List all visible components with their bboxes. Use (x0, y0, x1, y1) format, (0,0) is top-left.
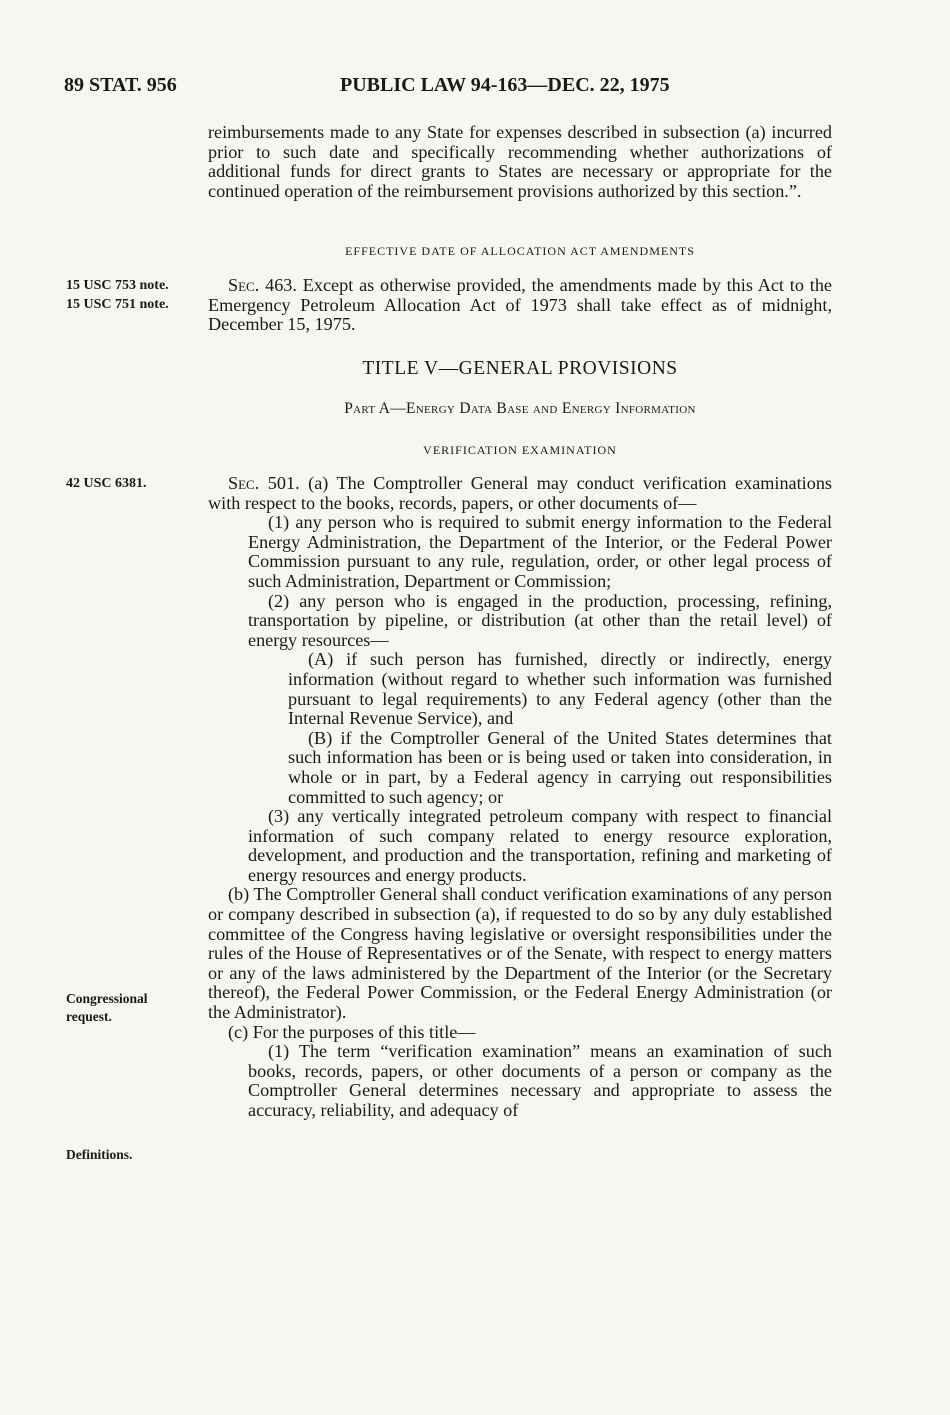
sec501-item-2a: (A) if such person has furnished, directly or indirectly, energy information (without regard to whether such information was furnished pursuant to legal requirements) to any Federal agency (other than the Internal Revenue Service), and (288, 649, 832, 729)
margin-note-15usc751: 15 USC 751 note. (66, 297, 169, 312)
sec501-item-c1: (1) The term “verification examination” means an examination of such books, records, papers, or other documents of a person or company as the Comptroller General determines necessary and appropriate to assess the accuracy, reliability, and adequacy of (248, 1041, 832, 1120)
sec501-para-b: (b) The Comptroller General shall conduct verification examinations of any person or company described in subsection (a), if requested to do so by any duly established committee of the Congress having legislative or oversight responsibilities under the rules of the House of Representatives or of the Senate, with respect to energy matters or any of the laws administered by the Department of the Interior (or the Secretary thereof), the Federal Power Commission, or the Federal Energy Administration (or the Administrator). (208, 884, 832, 1023)
part-a-heading: Part A—Energy Data Base and Energy Information (344, 400, 696, 417)
section-463 (208, 276, 832, 335)
margin-note-definitions: Definitions. (66, 1147, 133, 1162)
margin-note-congressional-request: Congressional request. (66, 991, 148, 1024)
sec501-item-1: (1) any person who is required to submit energy information to the Federal Energy Administration, the Department of the Interior, or the Federal Power Commission pursuant to any rule, regulation, order, or other legal process of such Administration, Department or Commission; (248, 512, 832, 591)
sec463-text: Except as otherwise provided, the amendments made by this Act to the Emergency Petroleum Allocation Act of 1973 shall take effect as of midnight, December 15, 1975. (208, 275, 833, 335)
margin-note-15usc753: 15 USC 753 note. (66, 278, 169, 293)
sec501-intro: (a) The Comptroller General may conduct verification examinations with respect to the books, records, papers, or other documents of— (208, 473, 833, 513)
continuation-paragraph (208, 123, 832, 201)
sec501-item-2: (2) any person who is engaged in the production, processing, refining, transportation by pipeline, or distribution (at other than the retail level) of energy resources— (248, 590, 832, 650)
heading-effective-date: EFFECTIVE DATE OF ALLOCATION ACT AMENDMENTS (345, 244, 695, 258)
sec463-label: Sec. 463. (228, 275, 297, 295)
sec501-item-2b: (B) if the Comptroller General of the United States determines that such information has been or is being used or taken into consideration, in whole or in part, by a Federal agency in carrying out responsibilities committed to such agency; or (288, 727, 832, 807)
title-v-heading: TITLE V—GENERAL PROVISIONS (362, 358, 678, 379)
running-head: PUBLIC LAW 94-163—DEC. 22, 1975 (340, 74, 670, 96)
stat-reference: 89 STAT. 956 (64, 74, 177, 96)
heading-verification-examination: VERIFICATION EXAMINATION (423, 443, 617, 457)
margin-note-42usc6381: 42 USC 6381. (66, 476, 147, 491)
sec501-para-c: (c) For the purposes of this title— (228, 1021, 476, 1042)
continuation-text: reimbursements made to any State for expenses described in subsection (a) incurred prior to such date and specifically recommending whether authorizations of additional funds for direct grants to States are necessary or appropriate for the continued operation of the reimbursement provisions authorized by this section.”. (208, 122, 832, 201)
sec501-label: Sec. 501. (228, 473, 300, 493)
sec501-item-3: (3) any vertically integrated petroleum company with respect to financial information of such company related to energy resource exploration, development, and production and the transportation, refining and marketing of energy resources and energy products. (248, 806, 832, 885)
section-501 (208, 474, 832, 1121)
